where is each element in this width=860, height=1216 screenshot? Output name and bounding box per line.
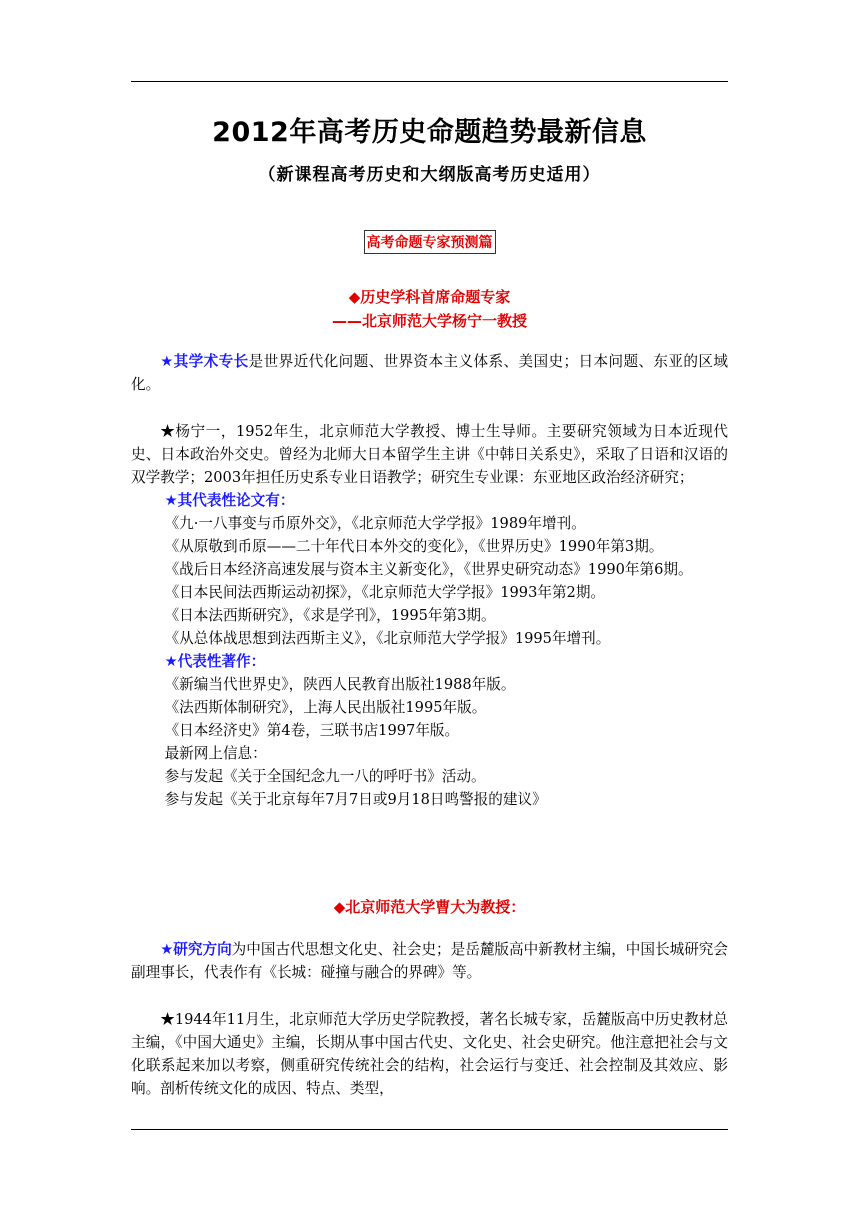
expert2-research: [131, 938, 728, 984]
work-item: 《新编当代世界史》，陕西人民教育出版社1988年版。: [164, 676, 516, 693]
specialty-label: ★其学术专长: [160, 353, 249, 370]
papers-heading: ★其代表性论文有：: [164, 492, 295, 509]
paper-item: 《日本民间法西斯运动初探》，《北京师范大学学报》1993年第2期。: [164, 584, 606, 601]
expert1-bio: ★杨宁一，1952年生，北京师范大学教授、博士生导师。主要研究领域为日本近现代史、日本政治外交史。曾经为北师大日本留学生主讲《中韩日关系史》，采取了日语和汉语的双学教学；2003年担任历史系专业日语教学；研究生专业课：东亚地区政治经济研究；: [131, 423, 728, 486]
expert2-body: [131, 1008, 728, 1100]
expert1-specialty: [131, 350, 728, 396]
works-heading: ★代表性著作：: [164, 653, 266, 670]
footer-rule: [131, 1129, 728, 1130]
document-subtitle: （新课程高考历史和大纲版高考历史适用）: [258, 165, 601, 185]
paper-item: 《战后日本经济高速发展与资本主义新变化》，《世界史研究动态》1990年第6期。: [164, 561, 693, 578]
section-label: 高考命题专家预测篇: [364, 230, 496, 254]
expert2-heading: ◆北京师范大学曹大为教授：: [333, 898, 526, 916]
expert1-subheading: ——北京师范大学杨宁一教授: [331, 312, 527, 330]
paper-item: 《九·一八事变与币原外交》，《北京师范大学学报》1989年增刊。: [164, 515, 586, 532]
section-label-wrap: [131, 230, 728, 254]
research-text: 为中国古代思想文化史、社会史；是岳麓版高中新教材主编，中国长城研究会副理事长，代表作有《长城：碰撞与融合的界碑》等。: [131, 941, 728, 981]
specialty-text: 是世界近代化问题、世界资本主义体系、美国史；日本问题、东亚的区域化。: [131, 353, 728, 393]
paper-item: 《日本法西斯研究》，《求是学刊》，1995年第3期。: [164, 607, 496, 624]
online-info-item: 参与发起《关于全国纪念九一八的呼吁书》活动。: [164, 768, 486, 785]
expert1-body: [131, 420, 728, 811]
work-item: 《法西斯体制研究》，上海人民出版社1995年版。: [164, 699, 487, 716]
paper-item: 《从原敬到币原——二十年代日本外交的变化》，《世界历史》1990年第3期。: [164, 538, 664, 555]
research-label: ★研究方向: [160, 941, 232, 958]
document-title: 2012年高考历史命题趋势最新信息: [212, 117, 647, 148]
paper-item: 《从总体战思想到法西斯主义》，《北京师范大学学报》1995年增刊。: [164, 630, 611, 647]
online-info-label: 最新网上信息：: [164, 745, 267, 762]
expert2-bio: ★1944年11月生，北京师范大学历史学院教授，著名长城专家，岳麓版高中历史教材总主编，《中国大通史》主编，长期从事中国古代史、文化史、社会史研究。他注意把社会与文化联系起来加以考察，侧重研究传统社会的结构，社会运行与变迁、社会控制及其效应、影响。剖析传统文化的成因、特点、类型，: [131, 1011, 728, 1097]
online-info-item: 参与发起《关于北京每年7月7日或9月18日鸣警报的建议》: [164, 791, 547, 808]
work-item: 《日本经济史》第4卷，三联书店1997年版。: [164, 722, 460, 739]
expert1-heading: ◆历史学科首席命题专家: [348, 288, 511, 306]
header-rule: [131, 81, 728, 82]
